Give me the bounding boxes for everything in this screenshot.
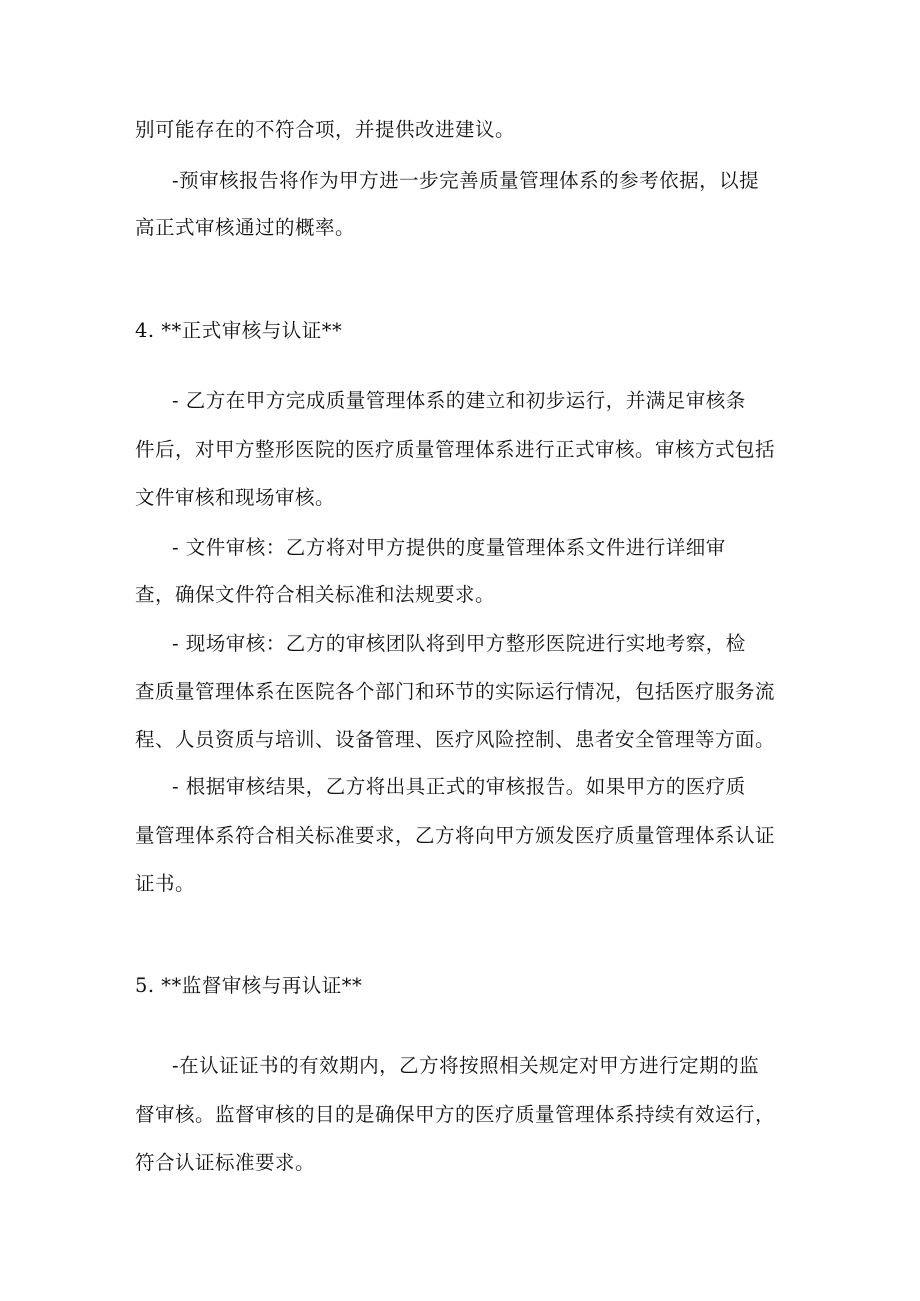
paragraph-line: 查质量管理体系在医院各个部门和环节的实际运行情况，包括医疗服务流 <box>135 680 776 703</box>
paragraph-line: 件后，对甲方整形医院的医疗质量管理体系进行正式审核。审核方式包括 <box>135 438 776 461</box>
paragraph-line: -在认证证书的有效期内，乙方将按照相关规定对甲方进行定期的监 <box>172 1054 760 1077</box>
paragraph-line: 文件审核和现场审核。 <box>135 486 336 509</box>
paragraph-line: 高正式审核通过的概率。 <box>135 216 356 239</box>
paragraph-line: - 乙方在甲方完成质量管理体系的建立和初步运行，并满足审核条 <box>172 389 746 412</box>
paragraph-line: - 现场审核：乙方的审核团队将到甲方整形医院进行实地考察，检 <box>172 632 746 655</box>
paragraph-line: - 文件审核：乙方将对甲方提供的度量管理体系文件进行详细审 <box>172 536 726 559</box>
paragraph-line: 程、人员资质与培训、设备管理、医疗风险控制、患者安全管理等方面。 <box>135 728 776 751</box>
section-heading: 4. **正式审核与认证** <box>135 319 343 342</box>
paragraph-line: 查，确保文件符合相关标准和法规要求。 <box>135 583 496 606</box>
paragraph-line: 符合认证标准要求。 <box>135 1151 316 1174</box>
paragraph-line: 督审核。监督审核的目的是确保甲方的医疗质量管理体系持续有效运行， <box>135 1103 776 1126</box>
paragraph-line: 量管理体系符合相关标准要求，乙方将向甲方颁发医疗质量管理体系认证 <box>135 824 776 847</box>
paragraph-line: - 根据审核结果，乙方将出具正式的审核报告。如果甲方的医疗质 <box>172 775 746 798</box>
paragraph-line: 证书。 <box>135 872 196 895</box>
section-heading: 5. **监督审核与再认证** <box>135 974 363 997</box>
paragraph-line: -预审核报告将作为甲方进一步完善质量管理体系的参考依据，以提 <box>172 169 760 192</box>
paragraph-line: 别可能存在的不符合项，并提供改进建议。 <box>135 118 516 141</box>
